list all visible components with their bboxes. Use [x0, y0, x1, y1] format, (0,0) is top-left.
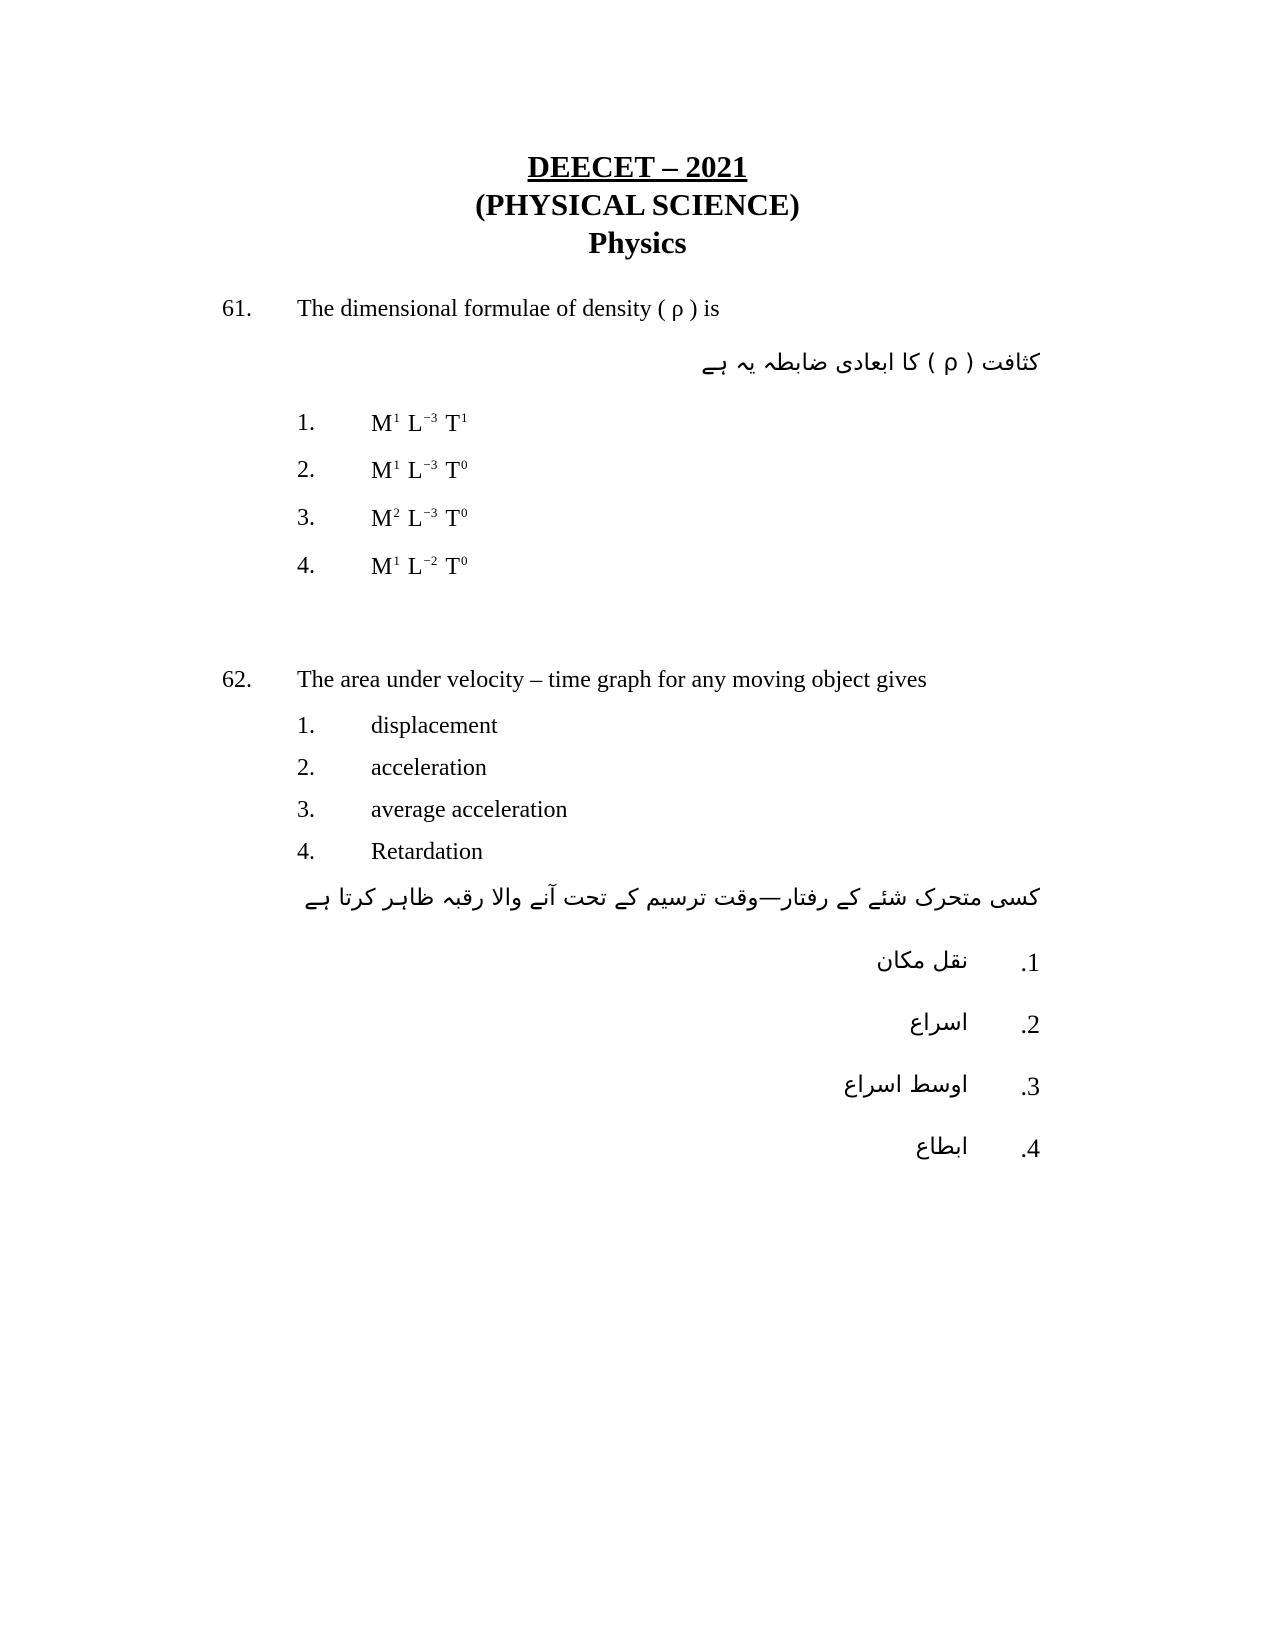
option-label: اوسط اسراع	[843, 1072, 968, 1098]
option-label: displacement	[371, 713, 498, 739]
question-62-urdu-option-3[interactable]	[820, 1072, 1040, 1112]
option-number: .1	[1020, 948, 1040, 977]
question-text: The area under velocity – time graph for any moving object gives	[297, 667, 927, 693]
subject-title: (PHYSICAL SCIENCE)	[475, 187, 800, 222]
option-label: اسراع	[909, 1010, 968, 1036]
option-formula: $M^2$ $L^{-3}$ $T^0$	[371, 505, 468, 532]
question-62-urdu-option-4[interactable]	[820, 1134, 1040, 1174]
option-formula: $M^1$ $L^{-3}$ $T^0$	[371, 457, 468, 484]
section-title: Physics	[588, 225, 687, 260]
option-number: 2.	[297, 457, 315, 483]
option-number: 1.	[297, 410, 315, 436]
option-label: average acceleration	[371, 797, 568, 823]
option-number: 4.	[297, 553, 315, 579]
option-label: نقل مکان	[876, 948, 968, 974]
option-number: 4.	[297, 839, 315, 865]
option-number: 3.	[297, 505, 315, 531]
exam-title: DEECET – 2021	[527, 149, 748, 184]
question-text: The dimensional formulae of density ( ρ ) is	[297, 296, 720, 322]
option-label: ابطاع	[915, 1134, 968, 1160]
question-62-urdu-text: کسی متحرک شئے کے رفتار—وقت ترسیم کے تحت آنے والا رقبہ ظاہر کرتا ہے	[304, 885, 1040, 911]
option-number: .4	[1020, 1134, 1040, 1163]
question-62-urdu-option-1[interactable]	[820, 948, 1040, 988]
question-number: 62.	[222, 667, 252, 693]
question-number: 61.	[222, 296, 252, 322]
page-header	[0, 148, 1275, 262]
option-label: Retardation	[371, 839, 483, 865]
question-62-urdu-option-2[interactable]	[820, 1010, 1040, 1050]
option-number: 2.	[297, 755, 315, 781]
option-number: .3	[1020, 1072, 1040, 1101]
option-formula: $M^1$ $L^{-2}$ $T^0$	[371, 553, 468, 580]
option-formula: $M^1$ $L^{-3}$ $T^1$	[371, 410, 468, 437]
option-label: acceleration	[371, 755, 487, 781]
option-number: 3.	[297, 797, 315, 823]
question-61-urdu-text: کثافت ( ρ ) کا ابعادی ضابطہ یہ ہے	[701, 350, 1040, 376]
option-number: 1.	[297, 713, 315, 739]
option-number: .2	[1020, 1010, 1040, 1039]
